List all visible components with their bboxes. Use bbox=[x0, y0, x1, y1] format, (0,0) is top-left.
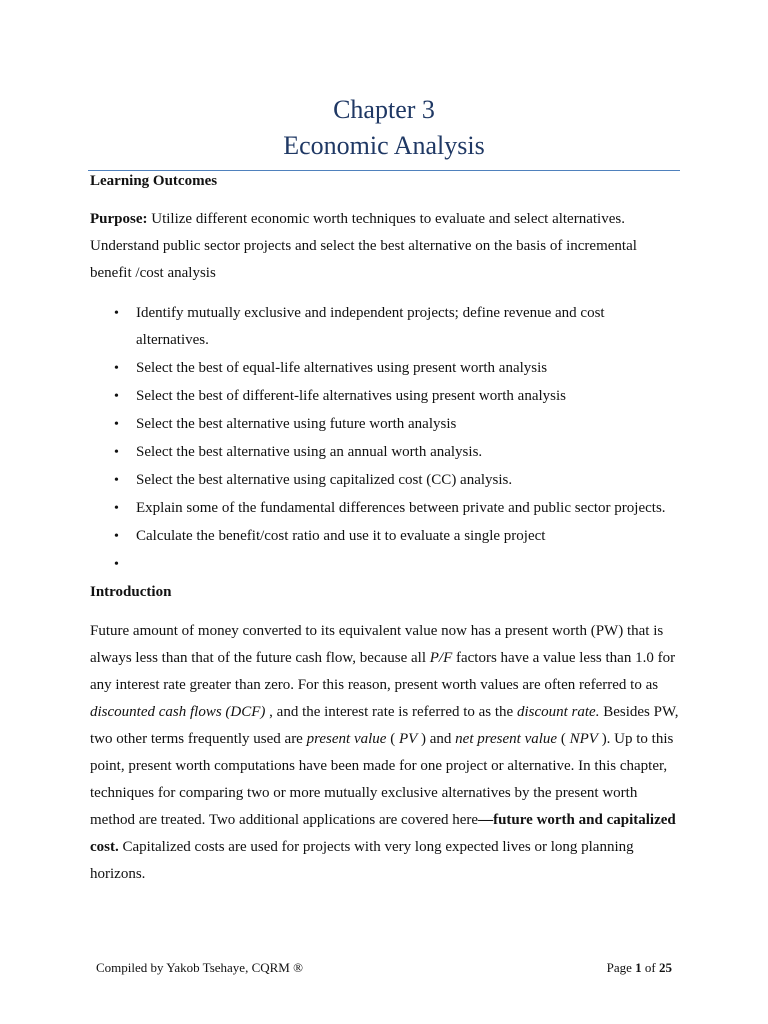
introduction-paragraph bbox=[90, 618, 680, 888]
list-item bbox=[90, 439, 680, 466]
intro-text-run: Future amount of money converted to its equivalent value now has a present worth (PW) that is always less than that of the future cash flow, because all bbox=[90, 623, 664, 666]
introduction-heading: Introduction bbox=[90, 584, 172, 600]
list-item bbox=[90, 523, 680, 550]
list-item bbox=[90, 355, 680, 382]
list-item-text: Identify mutually exclusive and independent projects; define revenue and cost alternatives. bbox=[136, 305, 605, 348]
list-item bbox=[90, 411, 680, 438]
page-label: Page bbox=[606, 960, 636, 975]
intro-text-run: Besides PW, two other terms frequently used are bbox=[90, 704, 679, 747]
purpose-paragraph bbox=[90, 206, 680, 287]
learning-outcomes-heading: Learning Outcomes bbox=[90, 173, 218, 189]
purpose-label: Purpose: bbox=[90, 211, 148, 227]
list-item-text: Select the best of equal-life alternatives using present worth analysis bbox=[136, 360, 548, 376]
pv-term: PV bbox=[398, 731, 418, 747]
list-item bbox=[90, 383, 680, 410]
intro-text-run: ). Up to this point, present worth computations have been made for one project or alternative. In this chapter, techniques for comparing two or more mutually exclusive alternatives by the present worth method are treated. Two additional applications are covered here bbox=[90, 731, 674, 828]
bullet-icon: • bbox=[114, 473, 119, 488]
chapter-number: Chapter 3 bbox=[333, 95, 435, 124]
intro-text-run: Capitalized costs are used for projects with very long expected lives or long planning horizons. bbox=[90, 839, 634, 882]
list-item bbox=[90, 551, 680, 578]
list-item-text: Select the best alternative using an annual worth analysis. bbox=[136, 444, 483, 460]
list-item-text: Select the best of different-life alternatives using present worth analysis bbox=[136, 388, 567, 404]
bullet-icon: • bbox=[114, 445, 119, 460]
page-of: of bbox=[641, 960, 659, 975]
bullet-icon: • bbox=[114, 417, 119, 432]
net-present-value-term: net present value bbox=[455, 731, 558, 747]
chapter-title: Economic Analysis bbox=[283, 131, 485, 160]
page-number bbox=[607, 958, 672, 978]
discount-rate-term: discount rate. bbox=[516, 704, 600, 720]
list-item-text: Explain some of the fundamental differences between private and public sector projects. bbox=[136, 500, 666, 516]
bullet-icon: • bbox=[114, 306, 119, 321]
footer-compiled-by: Compiled by Yakob Tsehaye, CQRM ® bbox=[96, 960, 303, 975]
intro-text-run: ( bbox=[386, 731, 399, 747]
intro-text-run: factors have a value less than 1.0 for any interest rate greater than zero. For this reason, present worth values are often referred to as bbox=[90, 650, 676, 693]
dcf-term: discounted cash flows (DCF) bbox=[90, 704, 266, 720]
intro-text-run: , and the interest rate is referred to as the bbox=[265, 704, 517, 720]
bullet-icon: • bbox=[114, 501, 119, 516]
npv-term: NPV bbox=[569, 731, 598, 747]
list-item-text: Select the best alternative using future worth analysis bbox=[136, 416, 457, 432]
bullet-icon: • bbox=[114, 389, 119, 404]
list-item bbox=[90, 467, 680, 494]
list-item bbox=[90, 495, 680, 522]
list-item-text: Calculate the benefit/cost ratio and use it to evaluate a single project bbox=[136, 528, 546, 544]
bullet-icon: • bbox=[114, 557, 119, 572]
chapter-title-block bbox=[0, 92, 768, 164]
pf-factor-term: P/F bbox=[429, 650, 453, 666]
bullet-icon: • bbox=[114, 361, 119, 376]
bold-terms: —future worth and capitalized cost. bbox=[90, 812, 676, 855]
learning-outcomes-list bbox=[90, 300, 680, 579]
bullet-icon: • bbox=[114, 529, 119, 544]
list-item-text: Select the best alternative using capitalized cost (CC) analysis. bbox=[136, 472, 513, 488]
intro-text-run: ) and bbox=[417, 731, 456, 747]
intro-text-run: ( bbox=[557, 731, 570, 747]
page-current: 1 bbox=[635, 960, 642, 975]
page-total: 25 bbox=[659, 960, 672, 975]
list-item bbox=[90, 300, 680, 354]
present-value-term: present value bbox=[306, 731, 387, 747]
purpose-text: Utilize different economic worth techniques to evaluate and select alternatives. Understand public sector projects and select the best alternative on the basis of incremental benefit /cost analysis bbox=[90, 211, 637, 281]
